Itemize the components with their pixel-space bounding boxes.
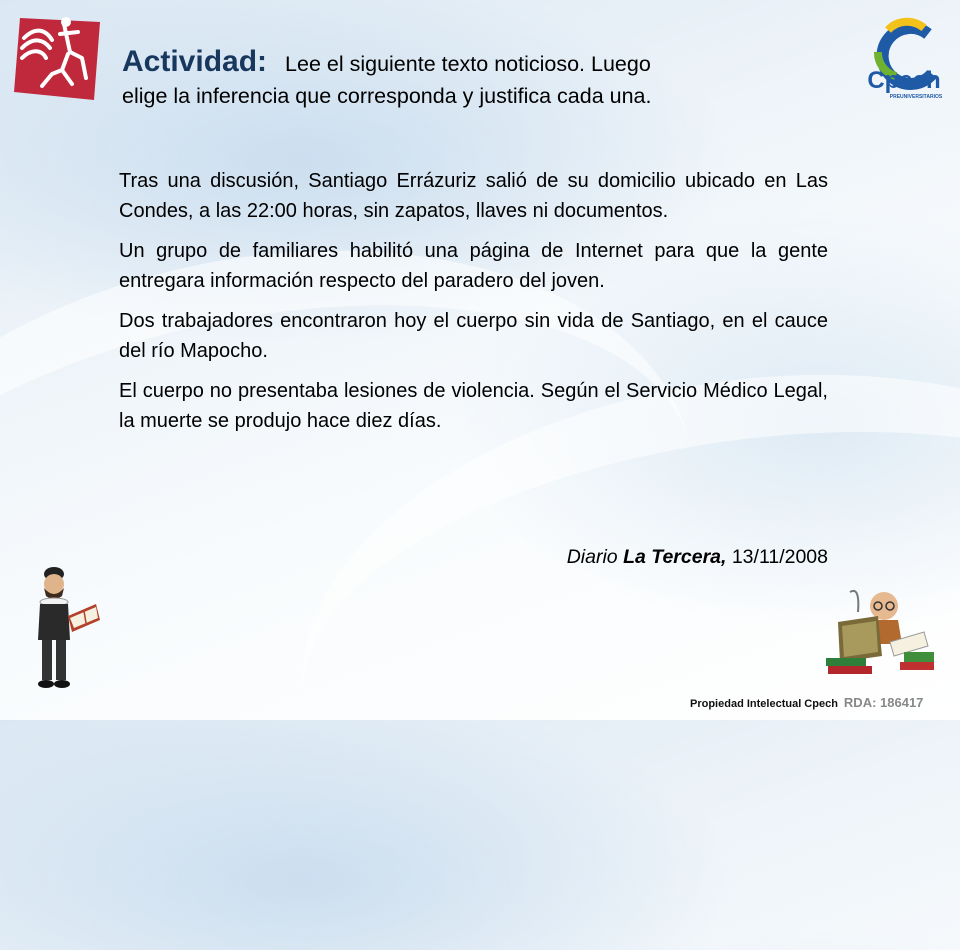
source-name: La Tercera, bbox=[623, 546, 727, 568]
reader-character-icon bbox=[24, 560, 104, 695]
article-paragraph: El cuerpo no presentaba lesiones de violencia. Según el Servicio Médico Legal, la muerte se produjo hace diez días. bbox=[119, 380, 828, 432]
source-date: 13/11/2008 bbox=[726, 546, 828, 568]
article-source bbox=[567, 546, 828, 569]
activity-title: Actividad: bbox=[122, 45, 268, 78]
article-paragraph: Un grupo de familiares habilitó una página de Internet para que la gente entregara información respecto del paradero del joven. bbox=[119, 240, 828, 292]
cpech-logo-icon bbox=[858, 12, 950, 102]
activity-header bbox=[122, 46, 800, 112]
property-text: Propiedad Intelectual Cpech bbox=[690, 698, 838, 710]
copyright-footer bbox=[690, 695, 923, 710]
source-prefix: Diario bbox=[566, 546, 624, 568]
cpech-logo-subtext: PREUNIVERSITARIOS bbox=[889, 94, 943, 100]
news-article bbox=[119, 166, 828, 446]
rda-number: RDA: 186417 bbox=[843, 695, 924, 710]
instruction-line2: elige la inferencia que corresponda y justifica cada una. bbox=[122, 84, 652, 108]
quixote-logo-icon bbox=[12, 12, 102, 102]
article-paragraph: Dos trabajadores encontraron hoy el cuerpo sin vida de Santiago, en el cauce del río Mapocho. bbox=[119, 310, 828, 362]
instruction-line1: Lee el siguiente texto noticioso. Luego bbox=[285, 52, 651, 76]
cpech-logo-text: Cpech bbox=[867, 67, 941, 94]
scholar-character-icon bbox=[820, 582, 940, 682]
article-paragraph: Tras una discusión, Santiago Errázuriz salió de su domicilio ubicado en Las Condes, a las 22:00 horas, sin zapatos, llaves ni documentos. bbox=[119, 170, 828, 222]
